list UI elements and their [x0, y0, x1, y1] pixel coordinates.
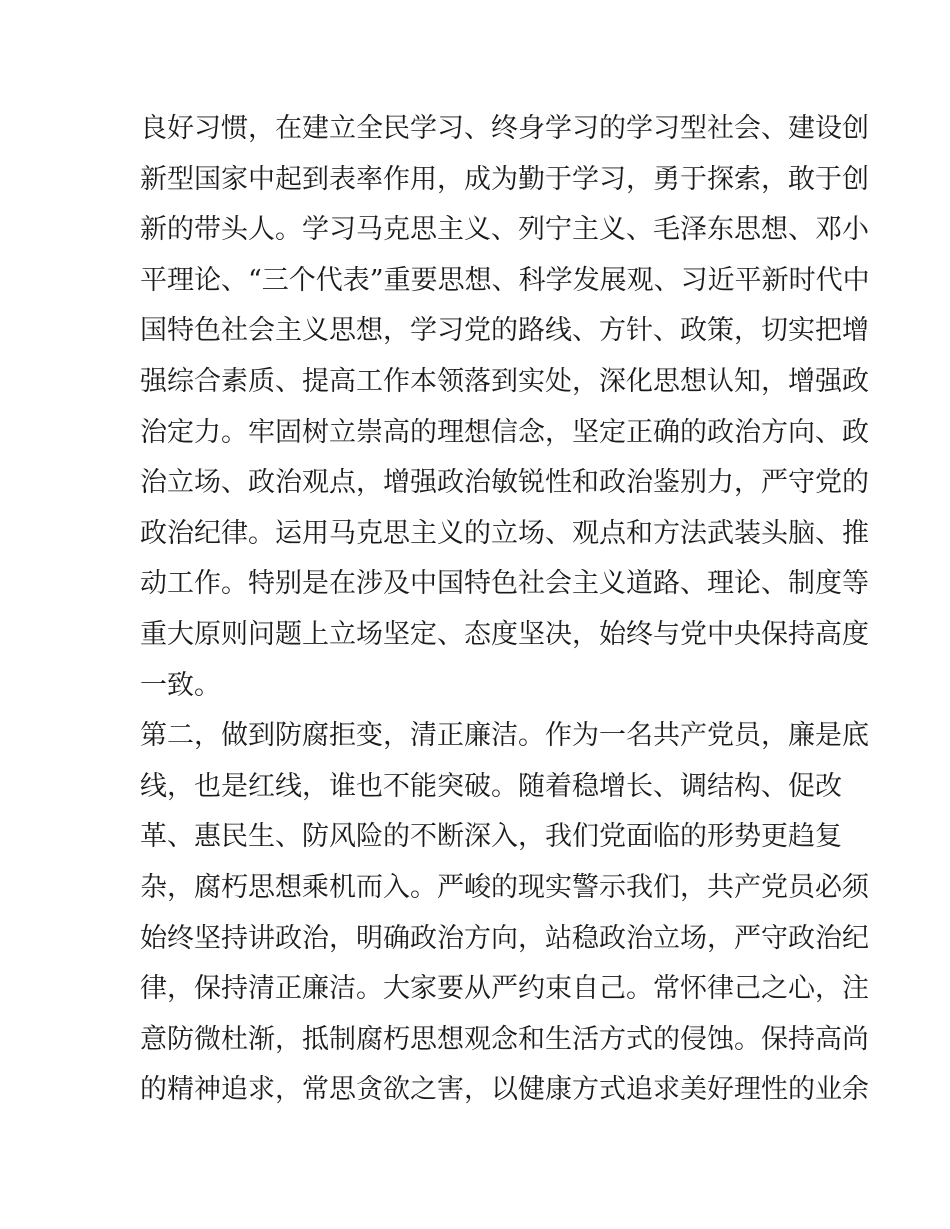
text-line: 律，保持清正廉洁。大家要从严约束自己。常怀律己之心，注 [140, 973, 869, 1005]
text-line: 杂，腐朽思想乘机而入。严峻的现实警示我们，共产党员必须 [140, 871, 869, 903]
text-line: 一致。 [140, 669, 221, 701]
text-line: 始终坚持讲政治，明确政治方向，站稳政治立场，严守政治纪 [140, 922, 869, 954]
document-body-text [140, 104, 870, 1116]
text-line: 新的带头人。学习马克思主义、列宁主义、毛泽东思想、邓小 [140, 214, 869, 246]
text-line: 线，也是红线，谁也不能突破。随着稳增长、调结构、促改 [140, 770, 842, 802]
text-line: 革、惠民生、防风险的不断深入，我们党面临的形势更趋复 [140, 821, 842, 853]
text-line: 治定力。牢固树立崇高的理想信念，坚定正确的政治方向、政 [140, 416, 869, 448]
text-line: 意防微杜渐，抵制腐朽思想观念和生活方式的侵蚀。保持高尚 [140, 1023, 869, 1055]
text-line: 政治纪律。运用马克思主义的立场、观点和方法武装头脑、推 [140, 517, 869, 549]
text-line: 第二，做到防腐拒变，清正廉洁。作为一名共产党员，廉是底 [140, 720, 869, 752]
text-line: 治立场、政治观点，增强政治敏锐性和政治鉴别力，严守党的 [140, 467, 869, 499]
text-line: 重大原则问题上立场坚定、态度坚决，始终与党中央保持高度 [140, 618, 869, 650]
text-line: 的精神追求，常思贪欲之害，以健康方式追求美好理性的业余 [140, 1074, 869, 1106]
text-line: 良好习惯，在建立全民学习、终身学习的学习型社会、建设创 [140, 113, 869, 144]
text-line: 强综合素质、提高工作本领落到实处，深化思想认知，增强政 [140, 365, 869, 397]
text-line: 动工作。特别是在涉及中国特色社会主义道路、理论、制度等 [140, 568, 869, 600]
text-line: 国特色社会主义思想，学习党的路线、方针、政策，切实把增 [140, 315, 869, 347]
text-line: 新型国家中起到表率作用，成为勤于学习，勇于探索，敢于创 [140, 163, 869, 195]
text-line: 平理论、“三个代表”重要思想、科学发展观、习近平新时代中 [140, 264, 870, 296]
